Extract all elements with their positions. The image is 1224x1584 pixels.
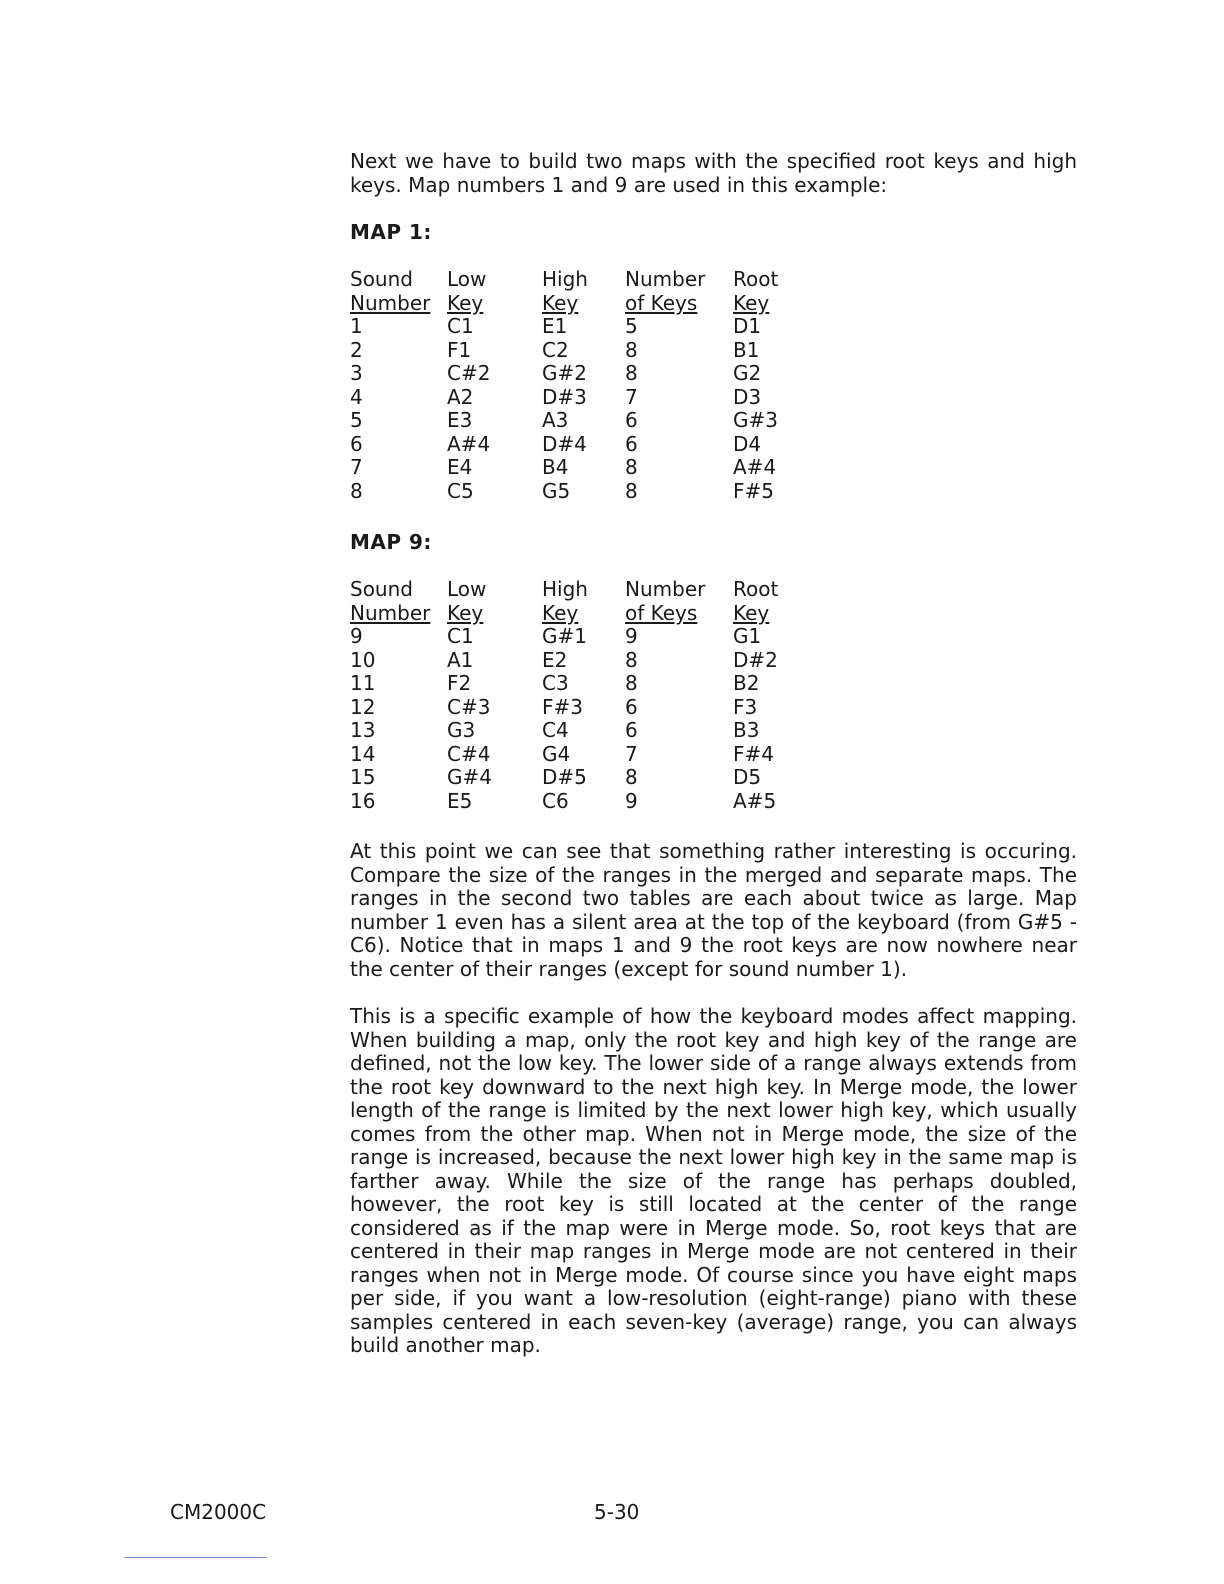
analysis-paragraph: At this point we can see that something rather interesting is occuring. Compare the size of the ranges in the merged and separate maps. The ranges in the second two tables are each about twice as large. Map number 1 even has a silent area at the top of the keyboard (from G#5 - C6). Notice that in maps 1 and 9 the root keys are now nowhere near the center of their ranges (except for sound number 1). bbox=[350, 839, 1077, 981]
header-cell: of Keys bbox=[625, 290, 698, 315]
table-cell: 7 bbox=[625, 384, 638, 409]
table-cell: 6 bbox=[625, 431, 638, 456]
table-cell: 8 bbox=[625, 647, 638, 672]
table-cell: A#4 bbox=[447, 431, 491, 456]
table-cell: C#2 bbox=[447, 361, 491, 385]
table-cell: 11 bbox=[350, 671, 376, 695]
header-cell: Key bbox=[733, 290, 770, 315]
table-cell: C1 bbox=[447, 314, 474, 338]
table-cell: 9 bbox=[625, 624, 638, 648]
header-cell: Low bbox=[447, 577, 487, 601]
table-cell: A2 bbox=[447, 384, 474, 409]
table-cell: C2 bbox=[542, 337, 569, 362]
table-cell: A3 bbox=[542, 408, 569, 432]
table-cell: 14 bbox=[350, 741, 376, 766]
table-row bbox=[350, 386, 793, 410]
header-cell: Key bbox=[733, 600, 770, 625]
table-cell: 1 bbox=[350, 314, 363, 338]
table-cell: D3 bbox=[733, 384, 762, 409]
table-cell: 5 bbox=[350, 408, 363, 432]
table-cell: 8 bbox=[625, 671, 638, 695]
table-cell: D#4 bbox=[542, 431, 587, 456]
table-cell: C3 bbox=[542, 671, 569, 695]
table-row bbox=[350, 315, 793, 339]
table-cell: A#4 bbox=[733, 455, 777, 479]
table-cell: 6 bbox=[625, 408, 638, 432]
map1-table bbox=[350, 268, 793, 503]
table-cell: E5 bbox=[447, 788, 473, 813]
table-cell: F2 bbox=[447, 671, 472, 695]
table-cell: G2 bbox=[733, 361, 762, 385]
header-cell: Number bbox=[625, 267, 706, 291]
explanation-paragraph: This is a specific example of how the keyboard modes affect mapping. When building a map, only the root key and high key of the range are defined, not the low key. The lower side of a range always extends from the root key downward to the next high key. In Merge mode, the lower length of the range is limited by the next lower high key, which usually comes from the other map. When not in Merge mode, the size of the range is increased, because the next lower high key in the same map is farther away. While the size of the range has perhaps doubled, however, the root key is still located at the center of the range considered as if the map were in Merge mode. So, root keys that are centered in their map ranges in Merge mode are not centered in their ranges when not in Merge mode. Of course since you have eight maps per side, if you want a low-resolution (eight-range) piano with these samples centered in each seven-key (average) range, you can always build another map. bbox=[350, 1004, 1077, 1357]
table-row bbox=[350, 480, 793, 504]
table-cell: 8 bbox=[625, 337, 638, 362]
table-cell: 8 bbox=[625, 455, 638, 479]
table-cell: 12 bbox=[350, 694, 376, 719]
table-cell: G5 bbox=[542, 478, 571, 503]
table-cell: F3 bbox=[733, 694, 758, 719]
table-cell: E1 bbox=[542, 314, 568, 338]
table-cell: G4 bbox=[542, 741, 571, 766]
table-row bbox=[350, 672, 793, 696]
table-cell: 3 bbox=[350, 361, 363, 385]
table-cell: D#5 bbox=[542, 765, 587, 789]
header-cell: Sound bbox=[350, 267, 413, 291]
table-cell: G#3 bbox=[733, 408, 778, 432]
table-cell: E2 bbox=[542, 647, 568, 672]
table-cell: 9 bbox=[625, 788, 638, 813]
table-cell: B4 bbox=[542, 455, 569, 479]
table-row bbox=[350, 456, 793, 480]
header-cell: Key bbox=[542, 290, 579, 315]
table-cell: F#5 bbox=[733, 478, 774, 503]
table-cell: 6 bbox=[625, 694, 638, 719]
map9-title: MAP 9: bbox=[350, 530, 432, 554]
table-cell: G3 bbox=[447, 718, 476, 742]
table-cell: A1 bbox=[447, 647, 474, 672]
header-cell: Number bbox=[350, 290, 431, 315]
table-cell: C#3 bbox=[447, 694, 491, 719]
header-cell: Root bbox=[733, 577, 779, 601]
table-cell: 4 bbox=[350, 384, 363, 409]
table-cell: C#4 bbox=[447, 741, 491, 766]
header-cell: Number bbox=[625, 577, 706, 601]
header-cell: of Keys bbox=[625, 600, 698, 625]
header-cell: Key bbox=[542, 600, 579, 625]
table-cell: 7 bbox=[625, 741, 638, 766]
table-cell: G1 bbox=[733, 624, 762, 648]
header-cell: Key bbox=[447, 290, 484, 315]
map9-table bbox=[350, 578, 793, 813]
table-cell: D#3 bbox=[542, 384, 587, 409]
map1-title: MAP 1: bbox=[350, 220, 432, 244]
table-cell: A#5 bbox=[733, 788, 777, 813]
table-cell: C4 bbox=[542, 718, 569, 742]
table-row bbox=[350, 766, 793, 790]
header-cell: Low bbox=[447, 267, 487, 291]
table-cell: E3 bbox=[447, 408, 473, 432]
table-cell: 6 bbox=[625, 718, 638, 742]
map9-header-row-bottom bbox=[350, 602, 793, 626]
table-row bbox=[350, 362, 793, 386]
table-row bbox=[350, 696, 793, 720]
table-cell: 15 bbox=[350, 765, 376, 789]
table-cell: G#4 bbox=[447, 765, 492, 789]
page-number: 5-30 bbox=[594, 1500, 640, 1524]
table-row bbox=[350, 433, 793, 457]
table-cell: 8 bbox=[625, 478, 638, 503]
footer-rule bbox=[124, 1557, 267, 1558]
map1-header-row-bottom bbox=[350, 292, 793, 316]
table-cell: F1 bbox=[447, 337, 472, 362]
table-cell: D5 bbox=[733, 765, 762, 789]
table-row bbox=[350, 790, 793, 814]
table-cell: 9 bbox=[350, 624, 363, 648]
table-cell: 8 bbox=[625, 361, 638, 385]
header-cell: Root bbox=[733, 267, 779, 291]
table-row bbox=[350, 719, 793, 743]
table-cell: 8 bbox=[350, 478, 363, 503]
table-cell: B3 bbox=[733, 718, 760, 742]
table-cell: F#3 bbox=[542, 694, 583, 719]
map1-header-row-top bbox=[350, 268, 793, 292]
header-cell: Sound bbox=[350, 577, 413, 601]
table-cell: 6 bbox=[350, 431, 363, 456]
table-cell: D1 bbox=[733, 314, 762, 338]
header-cell: High bbox=[542, 577, 588, 601]
intro-paragraph: Next we have to build two maps with the specified root keys and high keys. Map numbers 1 and 9 are used in this example: bbox=[350, 149, 1077, 197]
table-cell: F#4 bbox=[733, 741, 774, 766]
table-cell: C6 bbox=[542, 788, 569, 813]
table-cell: 8 bbox=[625, 765, 638, 789]
table-cell: 16 bbox=[350, 788, 376, 813]
table-cell: D#2 bbox=[733, 647, 778, 672]
table-row bbox=[350, 409, 793, 433]
table-cell: 7 bbox=[350, 455, 363, 479]
table-row bbox=[350, 339, 793, 363]
table-cell: B2 bbox=[733, 671, 760, 695]
table-cell: G#1 bbox=[542, 624, 587, 648]
table-cell: D4 bbox=[733, 431, 762, 456]
table-cell: 2 bbox=[350, 337, 363, 362]
table-cell: G#2 bbox=[542, 361, 587, 385]
table-cell: B1 bbox=[733, 337, 760, 362]
table-row bbox=[350, 649, 793, 673]
table-cell: 13 bbox=[350, 718, 376, 742]
table-row bbox=[350, 743, 793, 767]
table-row bbox=[350, 625, 793, 649]
map9-header-row-top bbox=[350, 578, 793, 602]
table-cell: C1 bbox=[447, 624, 474, 648]
document-id: CM2000C bbox=[170, 1500, 267, 1524]
table-cell: 5 bbox=[625, 314, 638, 338]
table-cell: C5 bbox=[447, 478, 474, 503]
header-cell: Key bbox=[447, 600, 484, 625]
header-cell: Number bbox=[350, 600, 431, 625]
header-cell: High bbox=[542, 267, 588, 291]
table-cell: E4 bbox=[447, 455, 473, 479]
table-cell: 10 bbox=[350, 647, 376, 672]
